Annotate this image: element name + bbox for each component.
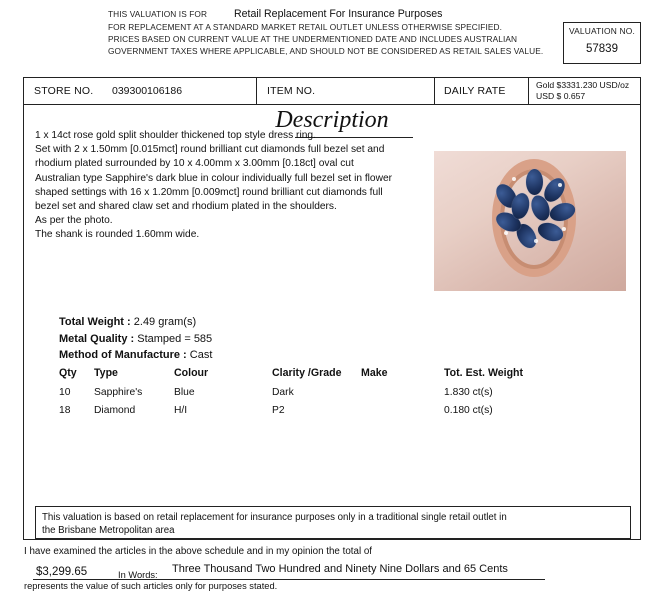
cell-weight: 1.830 ct(s) — [444, 387, 493, 398]
examined-statement: I have examined the articles in the above schedule and in my opinion the total of — [24, 546, 373, 557]
valuation-number-box — [563, 22, 641, 64]
total-weight-label: Total Weight : — [59, 316, 131, 328]
document-header — [22, 8, 622, 66]
statement-line: This valuation is based on retail replacement for insurance purposes only in a traditional single retail outlet in — [42, 512, 507, 523]
header-disclaimer-line-2: PRICES BASED ON CURRENT VALUE AT THE UNDERMENTIONED DATE AND INCLUDES AUSTRALIAN — [108, 34, 518, 44]
statement-line: the Brisbane Metropolitan area — [42, 525, 175, 536]
diamond-accent — [512, 177, 516, 181]
item-number-label: ITEM NO. — [267, 85, 316, 97]
cell-colour: H/I — [174, 405, 188, 416]
store-info-row — [24, 78, 640, 105]
header-disclaimer-line-3: GOVERNMENT TAXES WHERE APPLICABLE, AND SHOULD NOT BE CONSIDERED AS RETAIL SALES VALUE. — [108, 46, 544, 56]
column-divider — [256, 78, 257, 105]
metal-quality-label: Metal Quality : — [59, 332, 135, 345]
cell-type: Sapphire's — [94, 387, 143, 398]
description-heading: Description — [275, 107, 389, 133]
method-of-manufacture-value: Cast — [189, 349, 213, 361]
valuation-number-label: VALUATION NO. — [568, 26, 636, 36]
diamond-accent — [504, 231, 508, 235]
description-line: bezel set and shared claw set and rhodium plated in the shoulders. — [35, 201, 337, 213]
metal-quality-value: Stamped = 585 — [137, 332, 213, 345]
sapphire-cluster — [486, 169, 582, 247]
column-divider — [434, 78, 435, 105]
method-of-manufacture-label: Method of Manufacture : — [59, 349, 187, 361]
store-number-value: 039300106186 — [112, 85, 183, 97]
sapphire-stone — [535, 220, 565, 245]
in-words-label: In Words: — [118, 570, 158, 580]
cell-clarity: Dark — [272, 387, 294, 398]
total-weight-row — [59, 314, 212, 331]
cell-colour: Blue — [174, 387, 195, 398]
method-of-manufacture-row — [59, 347, 212, 364]
column-header-clarity: Clarity /Grade — [272, 367, 342, 379]
cell-clarity: P2 — [272, 405, 285, 416]
amount-underline — [33, 579, 545, 580]
column-divider — [528, 78, 529, 105]
column-header-qty: Qty — [59, 367, 77, 379]
main-content-box — [23, 77, 641, 540]
daily-rate-label: DAILY RATE — [444, 85, 506, 97]
description-line: Set with 2 x 1.50mm [0.015mct] round brilliant cut diamonds full bezel set and — [35, 144, 385, 156]
cell-type: Diamond — [94, 405, 136, 416]
description-line: The shank is rounded 1.60mm wide. — [35, 229, 200, 241]
gold-rate-value: Gold $3331.230 USD/oz — [536, 80, 630, 90]
sapphire-stone — [526, 169, 543, 195]
column-header-make: Make — [361, 367, 388, 379]
diamond-accent — [558, 183, 562, 187]
sapphire-stone — [548, 200, 578, 224]
description-line: shaped settings with 16 x 1.20mm [0.009mct] round brilliant cut diamonds full — [35, 186, 383, 198]
total-amount-value: $3,299.65 — [36, 566, 88, 578]
total-weight-value: 2.49 gram(s) — [133, 316, 197, 328]
description-line: 1 x 14ct rose gold split shoulder thickened top style dress ring. — [35, 130, 316, 141]
ring-photo — [434, 151, 626, 291]
valuation-for-label: THIS VALUATION IS FOR — [108, 9, 208, 19]
diamond-accent — [562, 227, 566, 231]
column-header-colour: Colour — [174, 367, 209, 379]
header-disclaimer-line-1: FOR REPLACEMENT AT A STANDARD MARKET RETAIL OUTLET UNLESS OTHERWISE SPECIFIED. — [108, 22, 502, 32]
statement-text — [42, 511, 626, 537]
in-words-value: Three Thousand Two Hundred and Ninety Nine Dollars and 65 Cents — [172, 563, 508, 575]
diamond-accent — [534, 239, 538, 243]
description-body — [35, 129, 435, 243]
store-number-label: STORE NO. — [34, 85, 94, 97]
description-line: As per the photo. — [35, 215, 113, 227]
cell-qty: 18 — [59, 405, 71, 416]
metal-quality-row — [59, 331, 212, 348]
cell-qty: 10 — [59, 387, 71, 398]
valuation-for-value: Retail Replacement For Insurance Purposes — [234, 8, 443, 20]
description-line: Australian type Sapphire's dark blue in colour individually full bezel set in flower — [35, 172, 393, 184]
closing-statement: represents the value of such articles only for purposes stated. — [24, 581, 278, 591]
column-header-weight: Tot. Est. Weight — [444, 367, 524, 379]
cell-weight: 0.180 ct(s) — [444, 405, 493, 416]
statement-box — [35, 506, 631, 539]
description-line: rhodium plated surrounded by 10 x 4.00mm x 3.00mm [0.18ct] oval cut — [35, 158, 354, 170]
column-header-type: Type — [94, 367, 118, 379]
valuation-number-value: 57839 — [586, 43, 618, 55]
totals-block — [59, 314, 212, 364]
usd-rate-value: USD $ 0.657 — [536, 91, 586, 101]
